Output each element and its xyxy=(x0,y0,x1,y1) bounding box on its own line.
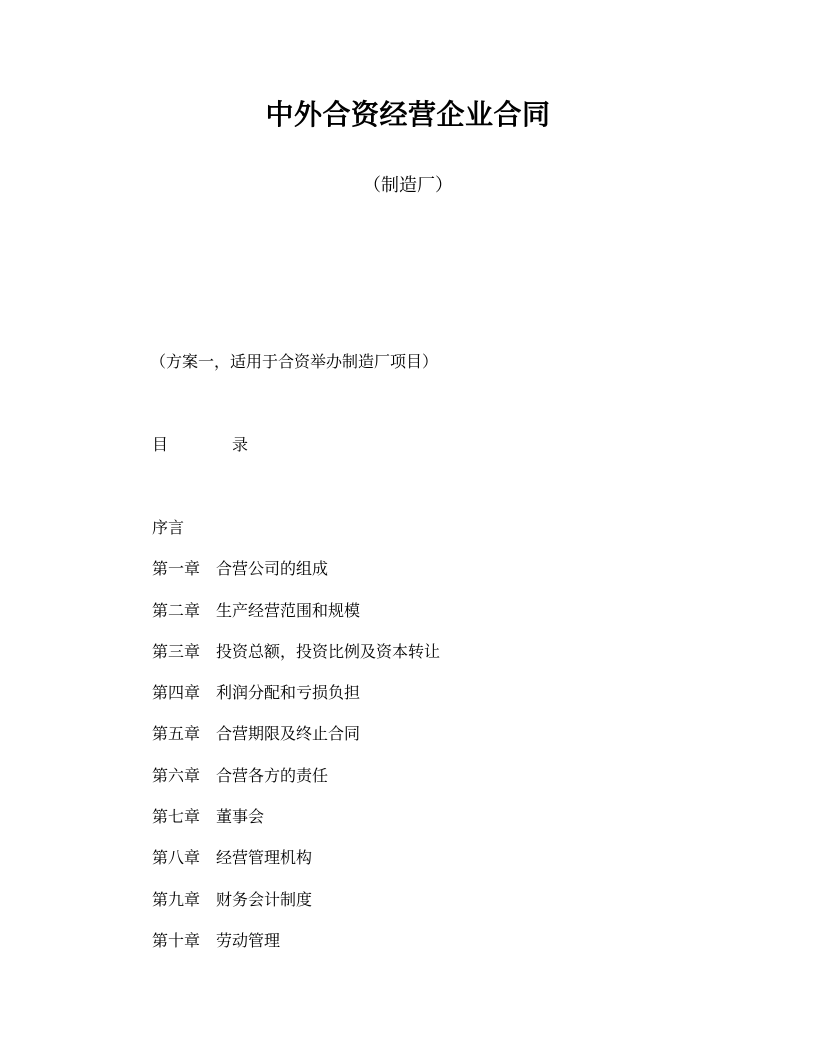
toc-item-number: 第六章 xyxy=(152,765,201,785)
toc-item-number: 第四章 xyxy=(152,683,201,703)
toc-item-title: 合营公司的组成 xyxy=(216,559,329,579)
toc-item-number: 第二章 xyxy=(152,600,201,620)
toc-item-number: 第十章 xyxy=(152,930,201,950)
toc-item-title: 合营期限及终止合同 xyxy=(216,724,361,744)
toc-item-title: 劳动管理 xyxy=(216,930,281,950)
document-title: 中外合资经营企业合同 xyxy=(265,98,551,131)
toc-item-title: 利润分配和亏损负担 xyxy=(216,683,361,703)
toc-item-number: 第一章 xyxy=(152,559,201,579)
toc-item xyxy=(152,888,440,929)
toc-item xyxy=(152,929,440,970)
toc-item-number: 序言 xyxy=(152,518,185,537)
toc-item-number: 第五章 xyxy=(152,724,201,744)
toc-item xyxy=(152,557,440,598)
toc-item-number: 第九章 xyxy=(152,889,201,909)
table-of-contents xyxy=(152,516,440,970)
toc-item-number: 第八章 xyxy=(152,848,201,868)
toc-item xyxy=(152,846,440,887)
scheme-note: （方案一，适用于合资举办制造厂项目） xyxy=(150,352,439,371)
toc-item xyxy=(152,681,440,722)
toc-item-title: 经营管理机构 xyxy=(216,848,313,868)
toc-item xyxy=(152,722,440,763)
toc-item-title: 财务会计制度 xyxy=(216,889,313,909)
toc-item-number: 第三章 xyxy=(152,641,201,661)
toc-item xyxy=(152,599,440,640)
toc-item-title: 投资总额，投资比例及资本转让 xyxy=(216,641,441,661)
toc-heading-right: 录 xyxy=(232,435,249,454)
toc-item xyxy=(152,805,440,846)
toc-item-number: 第七章 xyxy=(152,807,201,827)
toc-item xyxy=(152,516,440,557)
toc-item-title: 生产经营范围和规模 xyxy=(216,600,361,620)
document-subtitle: （制造厂） xyxy=(363,175,453,196)
toc-item-title: 合营各方的责任 xyxy=(216,765,329,785)
toc-heading xyxy=(152,433,248,457)
toc-item-title: 董事会 xyxy=(216,807,265,827)
toc-item xyxy=(152,640,440,681)
toc-item xyxy=(152,764,440,805)
toc-heading-left: 目 xyxy=(152,435,169,454)
